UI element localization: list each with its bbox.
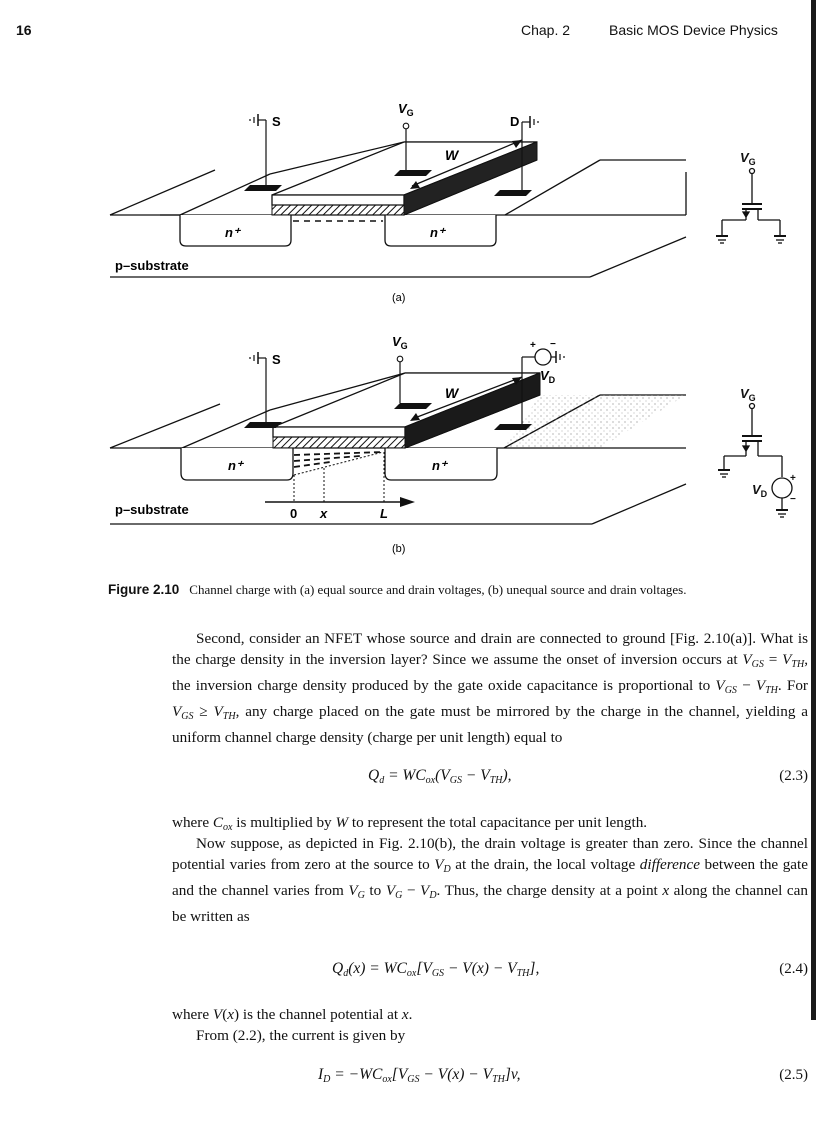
source-terminal-label-b: S [272,352,281,367]
figure-caption [108,582,816,598]
schematic-b [718,386,796,517]
axis-label-x: x [320,506,328,521]
chapter-title: Basic MOS Device Physics [609,22,778,38]
gate-contact [394,170,432,176]
equation-2-3: $Q_d = WC_{ox}(V_{GS} - V_{TH})$, [368,767,512,786]
drain-region-label-b: n⁺ [432,458,447,473]
equation-2-3-number: (2.3) [779,768,808,784]
gate-terminal-label-b: $V_G$ [392,334,408,351]
drain-contact [494,190,532,196]
figure-number: Figure 2.10 [108,582,180,597]
panel-b-label: (b) [392,543,406,555]
drain-region-label: n⁺ [430,225,445,240]
svg-text:+: + [530,340,536,351]
paragraph-3: Now suppose, as depicted in Fig. 2.10(b), the drain voltage is greater than zero. Since the channel potential varies from zero at the source to $V_D$ at the drain, the local voltage difference between the gate and the channel varies from $V_G$ to $V_G - V_D$. Thus, the charge density at a point x along the channel can be written as [172,835,808,925]
svg-text:VD: $V_D$ [752,482,768,499]
drain-voltage-label: $V_D$ [540,368,556,385]
equation-2-5: $I_D = -WC_{ox}[V_{GS} - V(x) - V_{TH}]v$, [318,1066,521,1085]
figure-caption-text: Channel charge with (a) equal source and drain voltages, (b) unequal source and drain voltages. [189,582,687,597]
equation-2-4: $Q_d(x) = WC_{ox}[V_{GS} - V(x) - V_{TH}]$, [332,960,540,979]
source-region-label: n⁺ [225,225,240,240]
axis-label-0: 0 [290,506,298,521]
gate-contact-b [394,403,432,409]
paragraph-2: where $C_{ox}$ is multiplied by W to represent the total capacitance per unit length. [172,814,648,833]
svg-text:VG: $V_G$ [740,386,756,403]
paragraph-1: Second, consider an NFET whose source and drain are connected to ground [Fig. 2.10(a)]. What is the charge density in the inversion layer? Since we assume the onset of inversion occurs at $V_{GS} = V_{TH}$, the inversion charge density produced by the gate oxide capacitance is proportional to $V_{GS} - V_{TH}$. For $V_{GS} \ge V_{TH}$, any charge placed on the gate must be mirrored by the charge in the channel, yielding a uniform channel charge density (charge per unit length) equal to [172,630,808,746]
source-terminal-label: S [272,114,281,129]
source-region-label-b: n⁺ [228,458,243,473]
equation-2-5-number: (2.5) [779,1067,808,1083]
svg-text:−: − [550,339,556,350]
panel-a-label: (a) [392,292,406,304]
axis-label-L: L [380,506,388,521]
width-label-b: W [445,385,459,401]
drain-contact-b [494,424,532,430]
figure-panel-a [0,90,816,310]
svg-text:−: − [790,494,796,505]
source-contact-b [244,422,282,428]
equation-2-4-number: (2.4) [779,961,808,977]
source-contact [244,185,282,191]
tapered-channel-charge [294,452,383,467]
drain-terminal-label: D [510,114,520,129]
figure-panel-b [0,320,816,560]
substrate-label: p–substrate [115,258,189,273]
running-header [0,12,816,38]
gate-poly-front [272,195,404,205]
width-label: W [445,147,459,163]
chapter-number: Chap. 2 [521,22,571,38]
gate-terminal-label: $V_G$ [398,101,414,118]
svg-text:+: + [790,473,796,484]
schematic-a [716,150,786,243]
substrate-label-b: p–substrate [115,502,189,517]
drain-voltage-source [535,349,551,365]
svg-text:VG: $V_G$ [740,150,756,167]
paragraph-4: where V(x) is the channel potential at x. [172,1006,413,1023]
paragraph-5: From (2.2), the current is given by [196,1027,406,1044]
page-number: 16 [16,22,32,38]
